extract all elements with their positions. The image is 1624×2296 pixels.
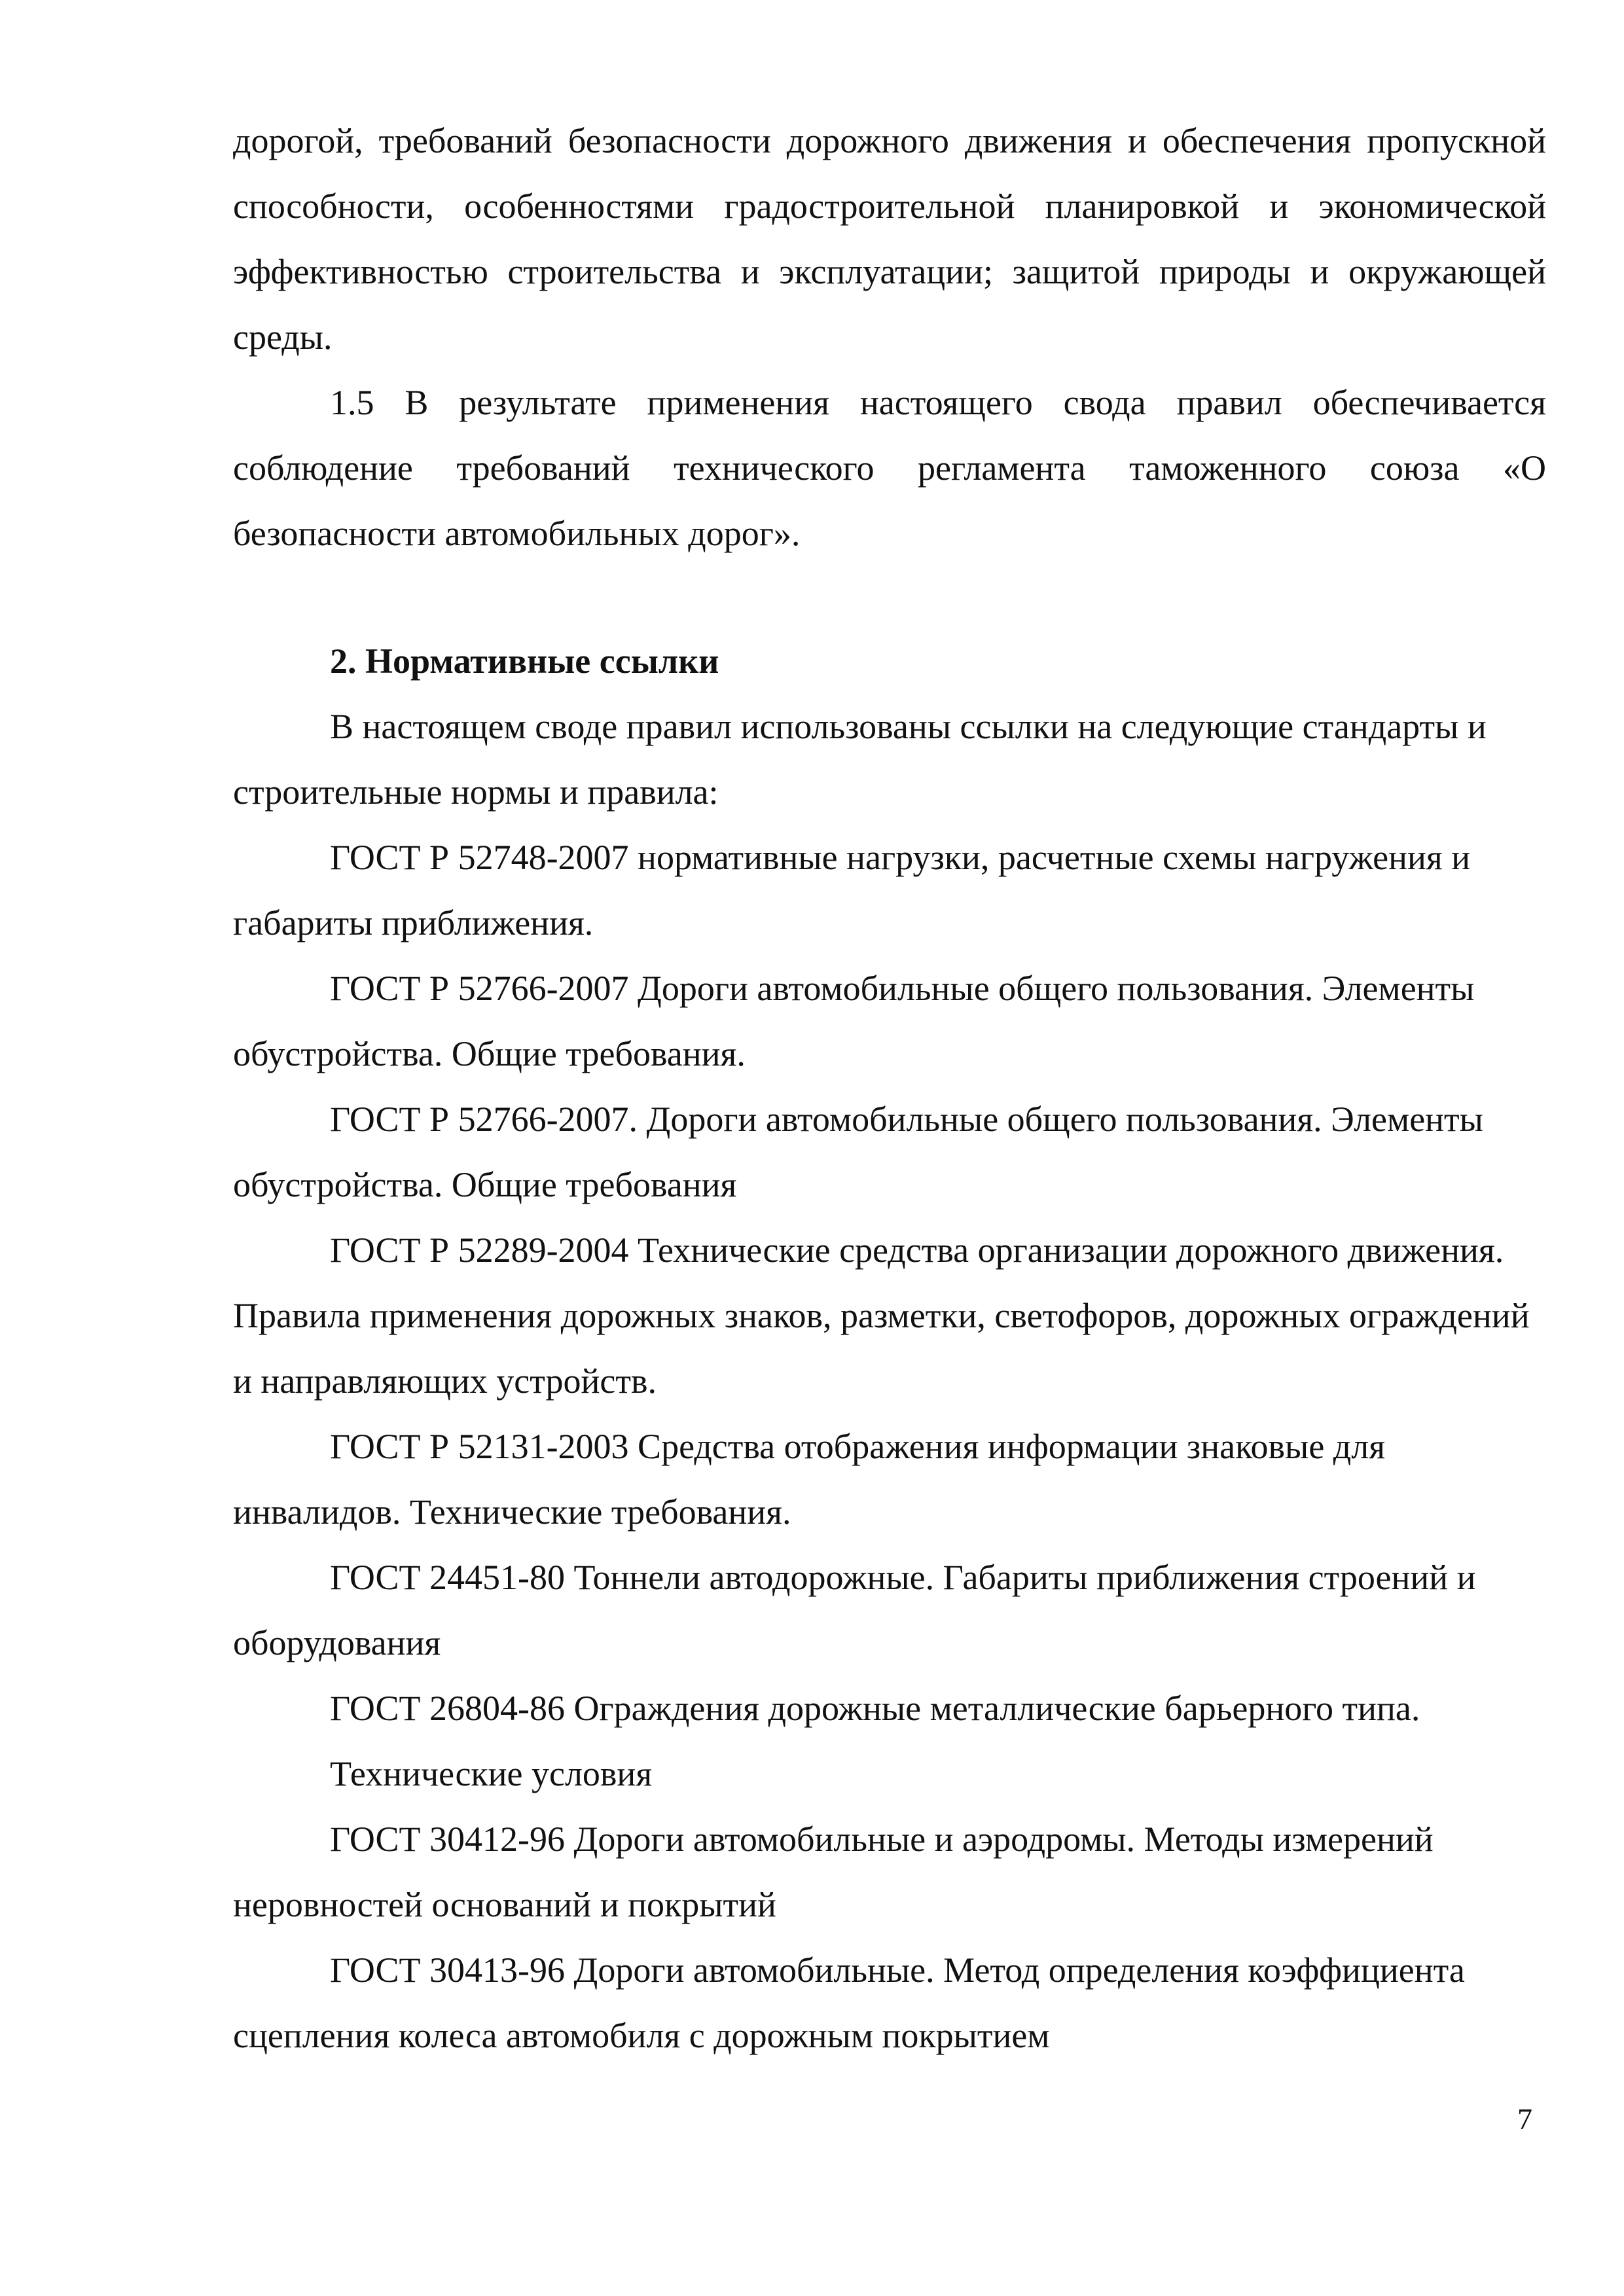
reference-item: ГОСТ Р 52766-2007 Дороги автомобильные общего пользования. Элементы обустройства. Общие требования. [233,969,1475,1073]
reference-item: ГОСТ Р 52289-2004 Технические средства организации дорожного движения. Правила применения дорожных знаков, разметки, светофоров, дорожных ограждений и направляющих устройств. [233,1230,1530,1401]
document-page [233,108,1546,2068]
section-2-intro: В настоящем своде правил использованы ссылки на следующие стандарты и строительные нормы и правила: [233,707,1487,812]
page-number: 7 [1517,2102,1532,2136]
intro-continuation-paragraph: дорогой, требований безопасности дорожного движения и обеспечения пропускной способности, особенностями градостроительной планировкой и экономической эффективностью строительства и эксплуатации; защитой природы и окружающей среды. [233,121,1546,357]
reference-item: ГОСТ Р 52131-2003 Средства отображения информации знаковые для инвалидов. Технические требования. [233,1427,1386,1532]
reference-item: ГОСТ Р 52748-2007 нормативные нагрузки, расчетные схемы нагружения и габариты приближения. [233,838,1471,942]
reference-item: ГОСТ Р 52766-2007. Дороги автомобильные общего пользования. Элементы обустройства. Общие требования [233,1100,1483,1204]
reference-item: ГОСТ 26804-86 Ограждения дорожные металлические барьерного типа. Технические условия [330,1689,1420,1793]
reference-item: ГОСТ 24451-80 Тоннели автодорожные. Габариты приближения строений и оборудования [233,1558,1476,1662]
reference-item: ГОСТ 30412-96 Дороги автомобильные и аэродромы. Методы измерений неровностей оснований и покрытий [233,1820,1434,1924]
clause-1-5-paragraph: 1.5 В результате применения настоящего свода правил обеспечивается соблюдение требований технического регламента таможенного союза «О безопасности автомобильных дорог». [233,383,1546,553]
section-spacer [233,566,1546,628]
reference-item: ГОСТ 30413-96 Дороги автомобильные. Метод определения коэффициента сцепления колеса автомобиля с дорожным покрытием [233,1950,1465,2055]
section-2-heading: 2. Нормативные ссылки [330,641,719,681]
